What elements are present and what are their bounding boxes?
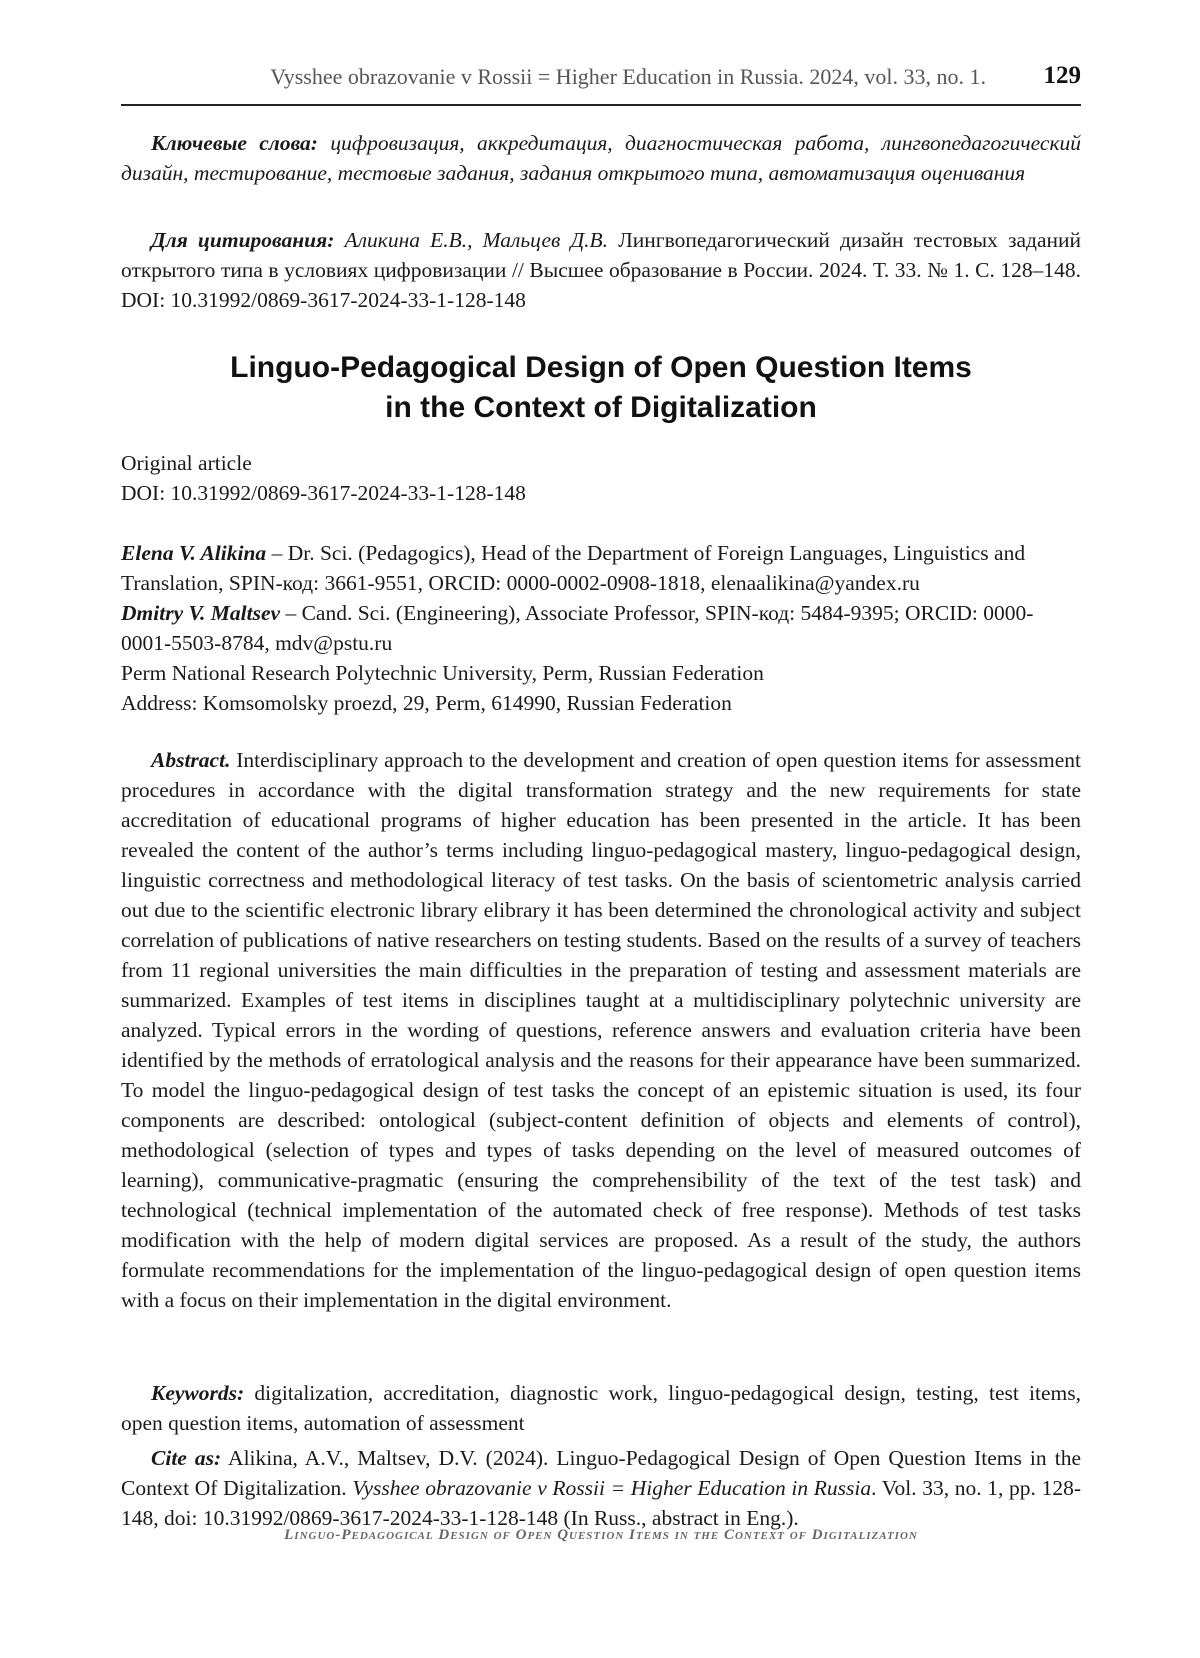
journal-page <box>121 0 1081 1658</box>
author-info <box>121 538 1081 718</box>
abstract-label: Abstract. <box>151 748 231 772</box>
russian-citation <box>121 225 1081 315</box>
cite-as-text-end: . Vol. 33, no. 1, pp. 128-148, doi: 10.31992/0869-3617-2024-33-1-128-148 (In Russ., abstract in Eng.). <box>121 1476 1081 1530</box>
article-title-line-2: in the Context of Digitalization <box>385 391 817 424</box>
cite-as-label: Cite as: <box>151 1446 222 1470</box>
article-doi: DOI: 10.31992/0869-3617-2024-33-1-128-148 <box>121 481 526 505</box>
russian-keywords-text: цифровизация, аккредитация, диагностическая работа, лингвопедагогический дизайн, тестирование, тестовые задания, задания открытого типа, автоматизация оценивания <box>121 131 1082 185</box>
affiliation: Perm National Research Polytechnic University, Perm, Russian Federation <box>121 661 764 685</box>
article-meta <box>121 448 1081 508</box>
cite-as-journal: Vysshee obrazovanie v Rossii = Higher Education in Russia <box>352 1476 872 1500</box>
russian-citation-authors: Аликина Е.В., Мальцев Д.В. <box>344 228 609 252</box>
author-details: – Dr. Sci. (Pedagogics), Head of the Department of Foreign Languages, Linguistics and Translation, SPIN-код: 3661-9551, ORCID: 0000-0002-0908-1818, elenaalikina@yandex.ru <box>121 541 1026 595</box>
article-title-line-1: Linguo-Pedagogical Design of Open Question Items <box>230 351 972 384</box>
cite-as-text: Alikina, A.V., Maltsev, D.V. (2024). Linguo-Pedagogical Design of Open Question Items in the Context Of Digitalization. <box>121 1446 1081 1500</box>
russian-keywords-label: Ключевые слова: <box>151 131 318 155</box>
author-name: Elena V. Alikina <box>121 541 267 565</box>
author-details: – Cand. Sci. (Engineering), Associate Professor, SPIN-код: 5484-9395; ORCID: 0000-0001-5503-8784, mdv@pstu.ru <box>121 601 1034 655</box>
page-number: 129 <box>1043 62 1081 89</box>
author-entry <box>121 598 1081 658</box>
running-footer: Linguo-Pedagogical Design of Open Question Items in the Context of Digitalization <box>284 1527 918 1543</box>
russian-citation-text: Лингвопедагогический дизайн тестовых заданий открытого типа в условиях цифровизации // Высшее образование в России. 2024. Т. 33. № 1. С. 128–148. DOI: 10.31992/0869-3617-2024-33-1-128-148 <box>121 228 1082 312</box>
keywords <box>121 1378 1081 1438</box>
journal-name: Vysshee obrazovanie v Rossii = Higher Education in Russia. 2024, vol. 33, no. 1. <box>270 64 986 89</box>
article-type: Original article <box>121 451 252 475</box>
russian-keywords <box>121 128 1081 188</box>
cite-as <box>121 1443 1081 1533</box>
keywords-label: Keywords: <box>151 1381 245 1405</box>
author-name: Dmitry V. Maltsev <box>121 601 281 625</box>
address: Address: Komsomolsky proezd, 29, Perm, 614990, Russian Federation <box>121 691 732 715</box>
page-header <box>121 58 1081 106</box>
abstract-text: Interdisciplinary approach to the development and creation of open question items for assessment procedures in accordance with the digital transformation strategy and the new requirements for state accreditation of educational programs of higher education has been presented in the article. It has been revealed the content of the author’s terms including linguo-pedagogical mastery, linguo-pedagogical design, linguistic correctness and methodological literacy of test tasks. On the basis of scientometric analysis carried out due to the scientific electronic library elibrary it has been determined the chronological activity and subject correlation of publications of native researchers on testing students. Based on the results of a survey of teachers from 11 regional universities the main difficulties in the preparation of testing and assessment materials are summarized. Examples of test items in disciplines taught at a multidisciplinary polytechnic university are analyzed. Typical errors in the wording of questions, reference answers and evaluation criteria have been identified by the methods of erratological analysis and the reasons for their appearance have been summarized. To model the linguo-pedagogical design of test tasks the concept of an epistemic situation is used, its four components are described: ontological (subject-content definition of objects and elements of control), methodological (selection of types and types of tasks depending on the level of measured outcomes of learning), communicative-pragmatic (ensuring the comprehensibility of the text of the test task) and technological (technical implementation of the automated check of free response). Methods of test tasks modification with the help of modern digital services are proposed. As a result of the study, the authors formulate recommendations for the implementation of the linguo-pedagogical design of open question items with a focus on their implementation in the digital environment. <box>121 748 1081 1312</box>
article-title <box>121 348 1081 428</box>
abstract <box>121 745 1081 1315</box>
author-entry <box>121 538 1081 598</box>
keywords-text: digitalization, accreditation, diagnostic work, linguo-pedagogical design, testing, test items, open question items, automation of assessment <box>121 1381 1081 1435</box>
russian-citation-label: Для цитирования: <box>151 228 335 252</box>
